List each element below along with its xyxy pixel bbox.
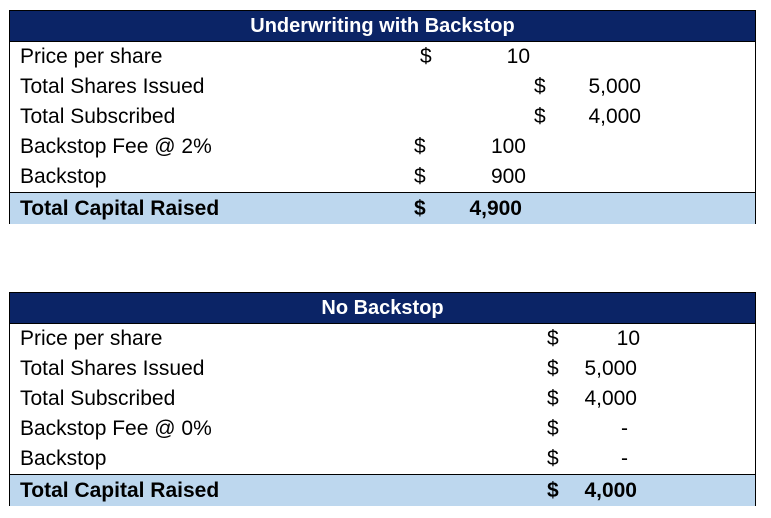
row-value: 900 [490,165,526,188]
currency-symbol: $ [547,447,559,470]
row-label: Price per share [20,45,163,68]
row-label: Backstop [20,165,107,188]
total-label: Total Capital Raised [20,196,220,220]
row-value: 5,000 [588,75,641,98]
currency-symbol: $ [547,387,559,410]
row-value: 4,000 [584,387,637,410]
table-row [10,384,755,414]
row-value: 5,000 [584,357,637,380]
underwriting-table [9,10,756,224]
table-row [10,102,755,132]
row-value: - [621,417,628,440]
row-value: 100 [490,135,526,158]
row-value: - [621,447,628,470]
no-backstop-table [9,292,756,506]
row-value: 10 [506,45,530,68]
row-label: Price per share [20,327,163,350]
row-label: Total Subscribed [20,105,176,128]
currency-symbol: $ [420,45,432,68]
row-value: 10 [616,327,640,350]
currency-symbol: $ [414,165,426,188]
total-value: 4,900 [469,196,522,220]
row-label: Total Subscribed [20,387,176,410]
table-row [10,132,755,162]
table-row [10,42,755,72]
currency-symbol: $ [547,327,559,350]
table-row [10,414,755,444]
row-value: 4,000 [588,105,641,128]
row-label: Backstop Fee @ 2% [20,135,212,158]
currency-symbol: $ [547,478,559,502]
currency-symbol: $ [414,196,426,220]
table-row [10,354,755,384]
currency-symbol: $ [534,105,546,128]
currency-symbol: $ [547,417,559,440]
total-row [10,192,755,224]
table-title: Underwriting with Backstop [10,11,755,42]
row-label: Backstop Fee @ 0% [20,417,212,440]
currency-symbol: $ [547,357,559,380]
currency-symbol: $ [414,135,426,158]
row-label: Total Shares Issued [20,75,205,98]
total-label: Total Capital Raised [20,478,220,502]
table-title: No Backstop [10,293,755,324]
row-label: Backstop [20,447,107,470]
total-row [10,474,755,506]
table-row [10,72,755,102]
table-row [10,444,755,474]
table-row [10,162,755,192]
currency-symbol: $ [534,75,546,98]
table-row [10,324,755,354]
row-label: Total Shares Issued [20,357,205,380]
total-value: 4,000 [584,478,637,502]
